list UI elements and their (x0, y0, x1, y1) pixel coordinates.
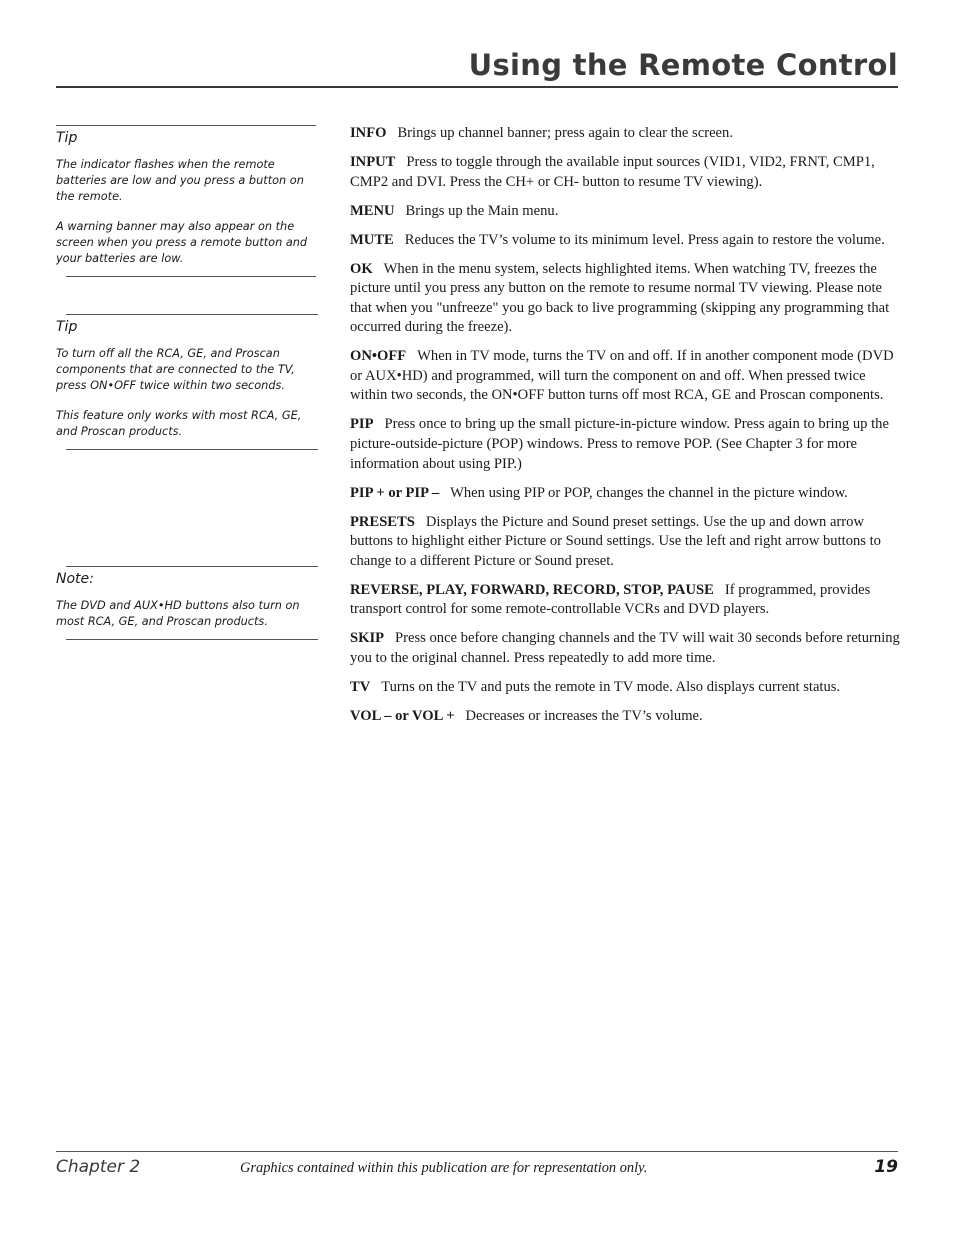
button-description: Displays the Picture and Sound preset settings. Use the up and down arrow buttons to highlight either Picture or Sound settings. Use the left and right arrow buttons to change to a different Picture or Sound preset. (350, 513, 881, 569)
entry-volume (350, 707, 900, 727)
tip-text: To turn off all the RCA, GE, and Proscan components that are connected to the TV, press ON•OFF twice within two seconds. (56, 347, 295, 392)
entry-tv (350, 678, 900, 698)
tip-top-rule (66, 314, 318, 315)
entry-pip (350, 415, 900, 474)
tip-heading: Tip (56, 319, 78, 335)
tip-text: This feature only works with most RCA, GE, and Proscan products. (56, 409, 302, 438)
button-description: Brings up channel banner; press again to clear the screen. (397, 125, 733, 141)
button-name: INPUT (350, 153, 396, 170)
button-description: Turns on the TV and puts the remote in TV mode. Also displays current status. (381, 678, 841, 695)
tip-bottom-rule (66, 449, 318, 450)
entry-info (350, 124, 900, 144)
button-name: PRESETS (350, 513, 415, 530)
entry-skip (350, 629, 900, 668)
button-descriptions (350, 124, 900, 736)
footer-chapter: Chapter 2 (56, 1157, 141, 1177)
button-name: SKIP (350, 630, 385, 647)
button-name: TV (350, 678, 371, 695)
title-rule (56, 86, 898, 88)
button-description: Press once before changing channels and the TV will wait 30 seconds before returning you to the original channel. Press repeatedly to add more time. (350, 630, 900, 666)
button-name: PIP (350, 416, 374, 433)
button-description: When in the menu system, selects highlighted items. When watching TV, freezes the picture until you press any button on the remote to resume normal TV viewing. Please note that when you "unfreeze" you go back to live programming (skipping any programming that occurred during the freeze). (350, 260, 890, 336)
tip-top-rule (56, 125, 316, 126)
button-description: Press to toggle through the available input sources (VID1, VID2, FRNT, CMP1, CMP2 and DVI. Press the CH+ or CH- button to resume TV viewing). (350, 153, 875, 190)
page-title: Using the Remote Control (468, 48, 898, 82)
entry-pip-channel (350, 484, 900, 504)
button-name: VOL – or VOL + (350, 707, 455, 724)
note-top-rule (66, 566, 318, 567)
button-description: When in TV mode, turns the TV on and off. If in another component mode (DVD or AUX•HD) and programmed, will turn the component on and off. When pressed twice within two seconds, the ON•OFF button turns off most RCA, GE and Proscan components. (350, 348, 894, 404)
tip-heading: Tip (56, 130, 78, 146)
button-description: Decreases or increases the TV’s volume. (465, 707, 703, 724)
tip-bottom-rule (66, 276, 316, 277)
note-bottom-rule (66, 639, 318, 640)
page-number: 19 (874, 1157, 898, 1177)
entry-input (350, 153, 900, 192)
entry-menu (350, 202, 900, 222)
button-name: OK (350, 260, 373, 277)
button-description: Press once to bring up the small picture-in-picture window. Press again to bring up the picture-outside-picture (POP) windows. Press to remove POP. (See Chapter 3 for more information about using PIP.) (350, 416, 889, 472)
button-description: Brings up the Main menu. (405, 202, 559, 219)
button-name: REVERSE, PLAY, FORWARD, RECORD, STOP, PAUSE (350, 581, 714, 598)
footer-disclaimer: Graphics contained within this publication are for representation only. (240, 1160, 648, 1176)
button-name: MENU (350, 202, 395, 219)
button-description: When using PIP or POP, changes the channel in the picture window. (450, 484, 848, 501)
button-name: ON•OFF (350, 348, 407, 365)
button-description: Reduces the TV’s volume to its minimum level. Press again to restore the volume. (404, 231, 885, 248)
note-heading: Note: (56, 571, 94, 587)
button-name: MUTE (350, 231, 394, 248)
entry-presets (350, 513, 900, 572)
tip-text: A warning banner may also appear on the screen when you press a remote button and your batteries are low. (56, 220, 308, 265)
button-name: PIP + or PIP – (350, 484, 440, 501)
entry-on-off (350, 347, 900, 406)
entry-ok (350, 260, 900, 338)
entry-transport (350, 581, 900, 620)
button-name: INFO (350, 125, 387, 141)
button-description: If programmed, provides transport control for some remote-controllable VCRs and DVD players. (350, 581, 871, 618)
footer-rule (56, 1151, 898, 1152)
note-text: The DVD and AUX•HD buttons also turn on most RCA, GE, and Proscan products. (56, 599, 300, 628)
entry-mute (350, 231, 900, 251)
tip-text: The indicator flashes when the remote batteries are low and you press a button on the remote. (56, 158, 304, 203)
